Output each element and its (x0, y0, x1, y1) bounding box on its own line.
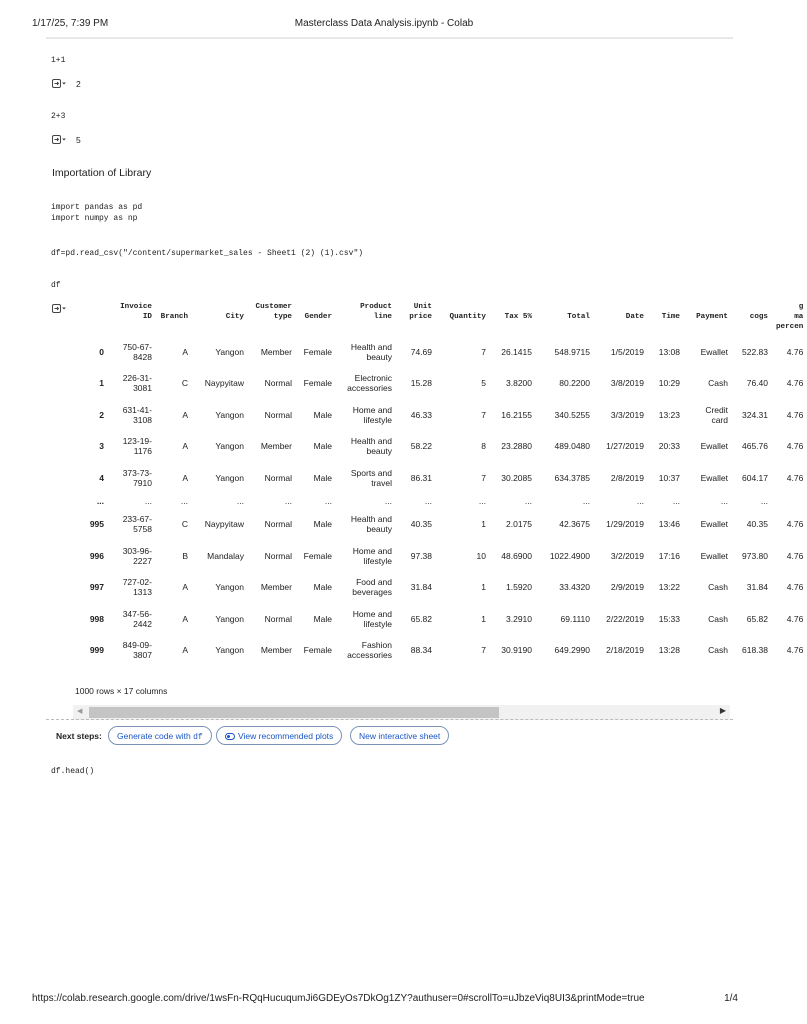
table-cell: 58.22 (410, 441, 432, 452)
table-cell: 303-96- 2227 (122, 545, 152, 566)
table-cell: ... (144, 496, 152, 506)
table-cell: 26.1415 (501, 346, 532, 357)
table-row (78, 494, 807, 509)
table-cell: Yangon (215, 645, 244, 656)
table-cell: 4.76 (786, 378, 804, 389)
table-cell: Female (303, 645, 332, 656)
output-toggle-icon[interactable] (52, 135, 66, 145)
table-cell: 65.82 (746, 613, 768, 624)
table-cell: 634.3785 (554, 472, 590, 483)
table-cell: 30.2085 (501, 472, 532, 483)
table-cell: Credit card (705, 404, 728, 425)
table-cell: 46.33 (410, 409, 432, 420)
header-divider (46, 37, 733, 39)
table-cell: Mandalay (207, 550, 244, 561)
table-cell: 48.6900 (501, 550, 532, 561)
table-cell: 13:28 (658, 645, 680, 656)
table-cell: 76.40 (746, 378, 768, 389)
column-header: Unit price (409, 303, 432, 321)
toggle-icon (225, 733, 235, 740)
scroll-right-icon[interactable]: ▶ (719, 706, 726, 715)
cell-output-2: 5 (76, 135, 81, 145)
table-cell: 750-67- 8428 (122, 341, 152, 362)
table-cell: 618.38 (742, 645, 768, 656)
dataframe-output[interactable] (78, 300, 804, 720)
table-cell: 649.2990 (554, 645, 590, 656)
column-header: Invoice ID (120, 303, 152, 321)
row-index: 997 (89, 582, 104, 593)
table-cell: Female (303, 346, 332, 357)
view-plots-label: View recommended plots (238, 731, 334, 741)
code-cell-1[interactable]: 1+1 (51, 56, 66, 65)
table-cell: 7 (481, 472, 486, 483)
table-cell: 40.35 (746, 519, 768, 530)
table-cell: Normal (264, 409, 292, 420)
table-cell: 33.4320 (559, 582, 590, 593)
table-cell: 7 (481, 409, 486, 420)
markdown-heading: Importation of Library (52, 167, 152, 179)
table-cell: 4.76 (786, 550, 804, 561)
table-cell: Food and beverages (352, 577, 392, 598)
table-cell: A (182, 645, 188, 656)
view-recommended-plots-button[interactable] (216, 726, 342, 745)
generate-code-label: Generate code with (117, 731, 194, 741)
table-cell: ... (236, 496, 244, 506)
table-cell: 31.84 (746, 582, 768, 593)
table-cell: A (182, 409, 188, 420)
column-header: g ma percen (776, 303, 804, 331)
table-cell: C (181, 519, 188, 530)
table-row (78, 540, 807, 572)
table-cell: Cash (708, 613, 728, 624)
table-row (78, 635, 807, 667)
table-cell: ... (760, 496, 768, 506)
table-cell: A (182, 613, 188, 624)
table-cell: Health and beauty (350, 341, 392, 362)
table-cell: 17:16 (658, 550, 680, 561)
table-cell: 1/27/2019 (606, 441, 644, 452)
table-cell: 373-73- 7910 (122, 467, 152, 488)
table-cell: Female (303, 550, 332, 561)
table-cell: Yangon (215, 409, 244, 420)
table-cell: 2/22/2019 (606, 613, 644, 624)
table-cell: 10:37 (658, 472, 680, 483)
table-cell: 2/9/2019 (610, 582, 644, 593)
table-cell: 1/5/2019 (610, 346, 644, 357)
table-cell: 4.76 (786, 346, 804, 357)
table-cell: C (181, 378, 188, 389)
table-cell: 69.1110 (560, 613, 590, 624)
table-cell: 13:08 (658, 346, 680, 357)
table-cell: Male (313, 472, 332, 483)
table-cell: Male (313, 409, 332, 420)
table-cell: 4.76 (786, 472, 804, 483)
table-cell: 2.0175 (506, 519, 532, 530)
table-cell: 7 (481, 346, 486, 357)
table-row (78, 509, 807, 541)
table-row (78, 399, 807, 431)
table-cell: ... (636, 496, 644, 506)
table-cell: 4.76 (786, 645, 804, 656)
table-cell: ... (478, 496, 486, 506)
table-cell: 4.76 (786, 441, 804, 452)
table-cell: 1 (481, 519, 486, 530)
column-header: Gender (304, 313, 332, 321)
column-header: Payment (696, 313, 728, 321)
table-cell: 40.35 (410, 519, 432, 530)
table-cell: Member (260, 346, 292, 357)
dataframe-table (78, 300, 807, 666)
table-cell: ... (720, 496, 728, 506)
df-cell[interactable]: df (51, 281, 61, 290)
table-cell: Sports and travel (350, 467, 392, 488)
table-cell: Male (313, 613, 332, 624)
table-cell: Normal (264, 472, 292, 483)
table-cell: 13:46 (658, 519, 680, 530)
table-cell: 3/3/2019 (610, 409, 644, 420)
scroll-left-icon[interactable]: ◀ (77, 708, 83, 715)
table-cell: 123-19- 1176 (122, 436, 152, 457)
new-sheet-label: New interactive sheet (359, 731, 441, 741)
df-head-cell[interactable]: df.head() (51, 767, 95, 776)
table-cell: 88.34 (410, 645, 432, 656)
table-cell: 4.76 (786, 409, 804, 420)
table-cell: Health and beauty (350, 514, 392, 535)
table-cell: A (182, 472, 188, 483)
table-cell: 2/8/2019 (610, 472, 644, 483)
row-index: 0 (99, 346, 104, 357)
output-toggle-icon[interactable] (52, 79, 66, 89)
print-header (0, 18, 768, 32)
table-cell: Naypyitaw (204, 378, 244, 389)
table-cell: 4.76 (786, 613, 804, 624)
row-index: 996 (89, 550, 104, 561)
table-cell: Male (313, 519, 332, 530)
scrollbar-thumb[interactable] (89, 707, 499, 718)
table-cell: 3.8200 (506, 378, 532, 389)
table-cell: A (182, 441, 188, 452)
table-cell: Home and lifestyle (352, 545, 392, 566)
next-steps-label: Next steps: (56, 731, 102, 741)
table-cell: 3.2910 (506, 613, 532, 624)
table-cell: 604.17 (742, 472, 768, 483)
table-cell: 4.76 (786, 519, 804, 530)
table-cell: 1 (481, 613, 486, 624)
table-cell: ... (284, 496, 292, 506)
table-cell: Ewallet (700, 441, 728, 452)
column-header: City (225, 313, 244, 321)
table-cell: ... (672, 496, 680, 506)
dataframe-shape-summary: 1000 rows × 17 columns (75, 686, 168, 696)
table-cell: 5 (481, 378, 486, 389)
table-cell: Ewallet (700, 346, 728, 357)
table-cell: Yangon (215, 613, 244, 624)
table-cell: Member (260, 582, 292, 593)
table-cell: 973.80 (742, 550, 768, 561)
generate-code-button[interactable] (108, 726, 212, 745)
table-cell: 7 (481, 645, 486, 656)
table-cell: Member (260, 441, 292, 452)
output-toggle-icon[interactable] (52, 304, 66, 314)
table-cell: A (182, 582, 188, 593)
column-header: Tax 5% (504, 313, 532, 321)
table-cell: 1.5920 (506, 582, 532, 593)
table-cell (772, 494, 807, 509)
table-cell: ... (324, 496, 332, 506)
row-index: 998 (89, 613, 104, 624)
table-cell: 97.38 (410, 550, 432, 561)
table-cell: 3/8/2019 (610, 378, 644, 389)
table-row (78, 368, 807, 400)
table-cell: 347-56- 2442 (122, 608, 152, 629)
row-index: ... (96, 496, 104, 506)
row-index: 3 (99, 441, 104, 452)
table-cell: 233-67- 5758 (122, 514, 152, 535)
table-cell: 65.82 (410, 613, 432, 624)
table-cell: Cash (708, 645, 728, 656)
row-index: 995 (89, 519, 104, 530)
table-cell: ... (384, 496, 392, 506)
table-cell: 1/29/2019 (606, 519, 644, 530)
table-row (78, 603, 807, 635)
table-cell: Yangon (215, 582, 244, 593)
table-cell: 631-41- 3108 (122, 404, 152, 425)
print-timestamp: 1/17/25, 7:39 PM (32, 18, 109, 29)
table-cell: Ewallet (700, 519, 728, 530)
import-line-2[interactable]: import numpy as np (51, 214, 138, 223)
table-cell: ... (424, 496, 432, 506)
table-cell: 15:33 (658, 613, 680, 624)
row-index: 999 (89, 645, 104, 656)
column-header (78, 300, 108, 336)
table-cell: Male (313, 441, 332, 452)
table-cell: Ewallet (700, 472, 728, 483)
page-number: 1/4 (724, 993, 738, 1004)
new-interactive-sheet-button[interactable] (350, 726, 449, 745)
table-cell: 489.0480 (554, 441, 590, 452)
page-title: Masterclass Data Analysis.ipynb - Colab (294, 18, 474, 29)
column-header: Branch (160, 313, 188, 321)
table-cell: Ewallet (700, 550, 728, 561)
page-url: https://colab.research.google.com/drive/1wsFn-RQqHucuqumJi6GDEyOs7DkOg1ZY?authuser=0#scrollTo=uJbzeViq8UI3&printMode=true (32, 993, 645, 1004)
table-cell: Yangon (215, 472, 244, 483)
code-cell-2[interactable]: 2+3 (51, 112, 66, 121)
table-row (78, 572, 807, 604)
table-cell: 20:33 (658, 441, 680, 452)
table-cell: 4.76 (786, 582, 804, 593)
table-cell: 522.83 (742, 346, 768, 357)
table-cell: 849-09- 3807 (122, 640, 152, 661)
table-cell: 465.76 (742, 441, 768, 452)
table-cell: Health and beauty (350, 436, 392, 457)
column-header: Product line (360, 303, 392, 321)
table-cell: Normal (264, 613, 292, 624)
table-cell: 548.9715 (554, 346, 590, 357)
table-cell: 30.9190 (501, 645, 532, 656)
generate-code-var: df (193, 733, 203, 742)
table-cell: 226-31- 3081 (122, 373, 152, 394)
table-cell: 86.31 (410, 472, 432, 483)
table-cell: 42.3675 (559, 519, 590, 530)
table-row (78, 336, 807, 368)
column-header: Customer type (255, 303, 292, 321)
table-cell: 31.84 (410, 582, 432, 593)
table-cell: 13:22 (658, 582, 680, 593)
table-cell: Normal (264, 550, 292, 561)
table-cell: 3/2/2019 (610, 550, 644, 561)
table-cell: Yangon (215, 441, 244, 452)
table-cell: 8 (481, 441, 486, 452)
column-header: Total (567, 313, 590, 321)
table-cell: Female (303, 378, 332, 389)
row-index: 1 (99, 378, 104, 389)
column-header: Date (625, 313, 644, 321)
table-cell: Fashion accessories (347, 640, 392, 661)
read-csv-cell[interactable]: df=pd.read_csv("/content/supermarket_sales - Sheet1 (2) (1).csv") (51, 249, 364, 258)
table-cell: B (182, 550, 188, 561)
table-row (78, 462, 807, 494)
column-header: Time (661, 313, 680, 321)
row-index: 4 (99, 472, 104, 483)
table-cell: Home and lifestyle (352, 608, 392, 629)
table-cell: ... (180, 496, 188, 506)
table-cell: Electronic accessories (347, 373, 392, 394)
table-cell: 74.69 (410, 346, 432, 357)
table-cell: 727-02- 1313 (122, 577, 152, 598)
column-header: cogs (749, 313, 768, 321)
table-cell: Normal (264, 378, 292, 389)
table-cell: 2/18/2019 (606, 645, 644, 656)
table-cell: 13:23 (658, 409, 680, 420)
table-cell: Naypyitaw (204, 519, 244, 530)
table-cell: 16.2155 (501, 409, 532, 420)
table-cell: ... (524, 496, 532, 506)
table-cell: Cash (708, 582, 728, 593)
table-cell: 80.2200 (559, 378, 590, 389)
table-cell: Yangon (215, 346, 244, 357)
table-cell: Member (260, 645, 292, 656)
cell-output-1: 2 (76, 79, 81, 89)
table-cell: 10:29 (658, 378, 680, 389)
table-cell: Home and lifestyle (352, 404, 392, 425)
horizontal-scrollbar[interactable] (73, 705, 730, 720)
table-cell: 10 (476, 550, 486, 561)
table-cell: ... (582, 496, 590, 506)
table-cell: 324.31 (742, 409, 768, 420)
table-cell: 15.28 (410, 378, 432, 389)
table-cell: A (182, 346, 188, 357)
table-row (78, 431, 807, 463)
table-cell: 1 (481, 582, 486, 593)
table-cell: 1022.4900 (549, 550, 590, 561)
table-cell: Normal (264, 519, 292, 530)
table-cell: Male (313, 582, 332, 593)
row-index: 2 (99, 409, 104, 420)
table-cell: 23.2880 (501, 441, 532, 452)
table-cell: Cash (708, 378, 728, 389)
column-header: Quantity (449, 313, 486, 321)
table-cell: 340.5255 (554, 409, 590, 420)
import-line-1[interactable]: import pandas as pd (51, 203, 143, 212)
output-divider (46, 719, 733, 720)
